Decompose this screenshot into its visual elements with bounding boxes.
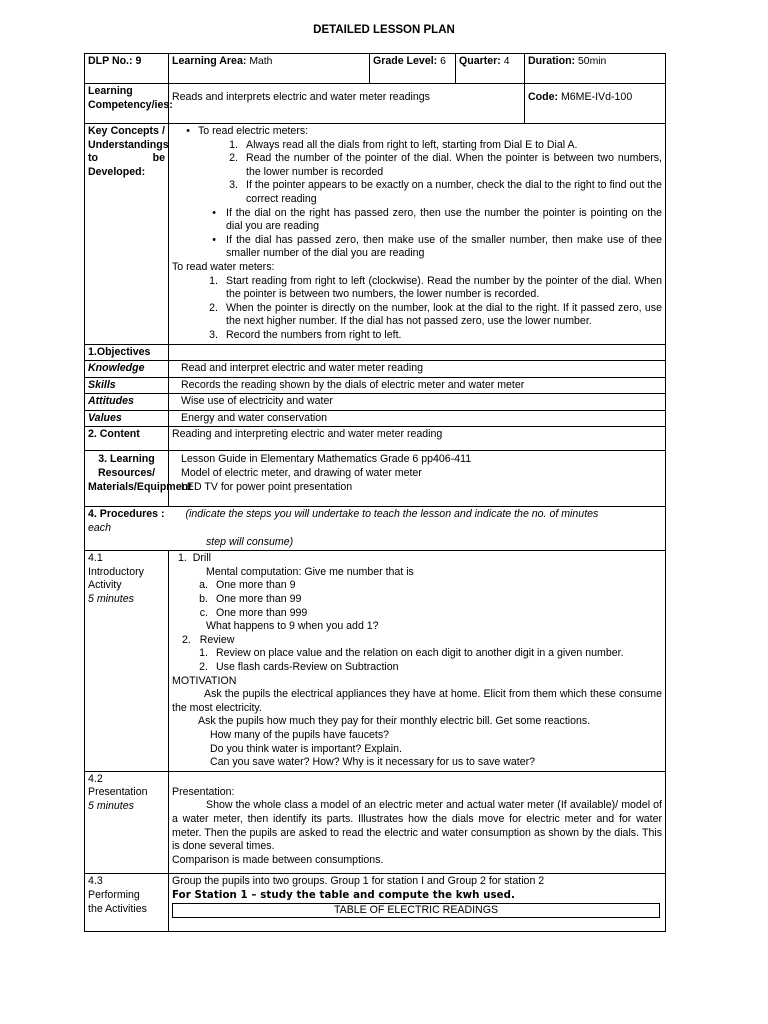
duration-cell [525, 54, 666, 84]
electric-note: • If the dial on the right has passed zero, then use the number the pointer is pointing on the dial you are reading [172, 207, 662, 234]
quarter-cell [456, 54, 525, 84]
procedures-note-each: each [88, 522, 111, 535]
water-heading: To read water meters: [172, 260, 275, 273]
presentation-comparison: Comparison is made between consumptions. [172, 853, 384, 866]
procedures-note: (indicate the steps you will undertake to teach the lesson and indicate the no. of minutes [185, 508, 599, 521]
introductory-content [169, 551, 666, 772]
learning-area-label: Learning Area: [172, 55, 247, 67]
key-concepts-content [169, 124, 666, 345]
attitudes-label: Attitudes [85, 394, 169, 411]
quarter-label: Quarter: [459, 55, 501, 67]
learning-area-cell [169, 54, 370, 84]
attitudes-text: Wise use of electricity and water [169, 394, 666, 411]
presentation-content [169, 771, 666, 874]
duration-value: 50min [578, 56, 607, 67]
motivation-question: How many of the pupils have faucets? [210, 728, 390, 741]
dlp-value: 9 [135, 55, 142, 67]
grade-level-cell [370, 54, 456, 84]
introductory-row [85, 551, 666, 772]
dlp-label: DLP No.: [88, 55, 133, 67]
resources-list [169, 451, 666, 507]
knowledge-label: Knowledge [85, 361, 169, 378]
procedures-note-2: step will consume) [206, 535, 294, 548]
key-concepts-label: Key Concepts / Understandings to be Developed: [85, 124, 169, 345]
competency-label: Learning Competency/ies: [85, 84, 169, 124]
motivation-question: Can you save water? How? Why is it necessary for us to save water? [210, 756, 536, 769]
bullet-icon: • [212, 206, 216, 219]
header-row [85, 54, 666, 84]
performing-row [85, 874, 666, 932]
document-title: DETAILED LESSON PLAN [313, 24, 455, 36]
motivation-paragraph: Ask the pupils the electrical appliances they have at home. Elicit from them which these consume the most electricity. [172, 688, 662, 714]
grade-level-value: 6 [440, 56, 446, 67]
performing-content [169, 874, 666, 932]
water-step: 3. Record the numbers from right to left. [209, 328, 402, 341]
presentation-paragraph: Show the whole class a model of an electric meter and actual water meter (If available)/ model of a water meter, then identify its parts. Illustrates how the dials move for electric meter and for water meter. Then the pupils are asked to read the electric and water consumption as shown by the dials. This is done several times. [172, 799, 662, 853]
performing-label: 4.3 Performing the Activities [85, 874, 169, 932]
objectives-row [85, 344, 666, 361]
electric-note: • If the dial has passed zero, then make use of the smaller number, then make use of thee smaller number of the dial you are reading [172, 234, 662, 261]
presentation-minutes: 5 minutes [88, 799, 134, 812]
key-concepts-row [85, 124, 666, 345]
knowledge-row [85, 361, 666, 378]
skills-label: Skills [85, 377, 169, 394]
motivation-heading: MOTIVATION [172, 674, 237, 687]
procedures-cell [85, 507, 666, 551]
motivation-question: Do you think water is important? Explain. [210, 742, 402, 755]
mental-item: c. One more than 999 [199, 606, 308, 619]
introductory-label: 4.1 Introductory Activity 5 minutes [85, 551, 169, 772]
water-step: 2. When the pointer is directly on the number, look at the dial to the right. If it passed zero, use the next higher number. If the dial has not passed zero, use the lower number. [209, 301, 662, 328]
grade-level-label: Grade Level: [373, 55, 438, 67]
skills-row [85, 377, 666, 394]
review-item: 2. Use flash cards-Review on Subtraction [199, 661, 399, 673]
quarter-value: 4 [503, 56, 510, 67]
dlp-cell [85, 54, 169, 84]
water-step: 1. Start reading from right to left (clockwise). Read the number by the pointer of the dial. When the pointer is between two numbers, the lower number is recorded. [209, 274, 662, 301]
review-heading: 2. Review [182, 633, 235, 646]
code-value: M6ME-IVd-100 [560, 91, 633, 103]
drill-heading: 1. Drill [178, 552, 211, 565]
presentation-row [85, 771, 666, 874]
electric-heading: To read electric meters: [198, 125, 309, 137]
resource-item: Lesson Guide in Elementary Mathematics Grade 6 pp406-411 [181, 453, 472, 466]
values-label: Values [85, 410, 169, 427]
mental-item: b. One more than 99 [199, 593, 302, 606]
electric-step: 3. If the pointer appears to be exactly on a number, check the dial to the right to find out the correct reading [229, 179, 662, 205]
introductory-minutes: 5 minutes [88, 593, 134, 606]
resources-row [85, 451, 666, 507]
procedures-row [85, 507, 666, 551]
competency-row [85, 84, 666, 124]
content-text: Reading and interpreting electric and water meter reading [169, 427, 666, 451]
bullet-icon: • [212, 233, 216, 246]
code-label: Code: [528, 91, 559, 103]
resources-label: 3. Learning Resources/ Materials/Equipment [85, 451, 169, 507]
motivation-paragraph-2: Ask the pupils how much they pay for their monthly electric bill. Get some reactions. [198, 715, 591, 728]
competency-text: Reads and interprets electric and water meter readings [169, 84, 525, 124]
electric-step: 1. Always read all the dials from right to left, starting from Dial E to Dial A. [229, 138, 578, 151]
resource-item: LED TV for power point presentation [181, 480, 353, 493]
learning-area-value: Math [249, 56, 273, 67]
mental-computation: Mental computation: Give me number that is [206, 565, 414, 578]
attitudes-row [85, 394, 666, 411]
presentation-heading: Presentation: [172, 785, 235, 798]
content-label: 2. Content [85, 427, 169, 451]
electric-heading-item [172, 125, 662, 139]
duration-label: Duration: [528, 55, 576, 67]
electric-readings-table-title: TABLE OF ELECTRIC READINGS [172, 903, 660, 918]
station-text: For Station 1 – study the table and compute the kwh used. [172, 889, 516, 901]
review-item: 1. Review on place value and the relation on each digit to another digit in a given number. [199, 647, 624, 660]
group-text: Group the pupils into two groups. Group 1 for station I and Group 2 for station 2 [172, 875, 545, 888]
values-row [85, 410, 666, 427]
skills-text: Records the reading shown by the dials of electric meter and water meter [169, 377, 666, 394]
values-text: Energy and water conservation [169, 410, 666, 427]
content-row [85, 427, 666, 451]
presentation-label: 4.2 Presentation 5 minutes [85, 771, 169, 874]
knowledge-text: Read and interpret electric and water meter reading [169, 361, 666, 378]
procedures-label: 4. Procedures : [88, 508, 165, 521]
question-line: What happens to 9 when you add 1? [206, 620, 379, 633]
objectives-label: 1.Objectives [85, 344, 169, 361]
bullet-icon: • [186, 125, 190, 137]
mental-item: a. One more than 9 [199, 579, 296, 592]
lesson-plan-table [84, 53, 666, 932]
code-cell [525, 84, 666, 124]
resource-item: Model of electric meter, and drawing of water meter [181, 467, 422, 480]
electric-step: 2. Read the number of the pointer of the dial. When the pointer is between two numbers, the lower number is recorded [229, 152, 662, 178]
